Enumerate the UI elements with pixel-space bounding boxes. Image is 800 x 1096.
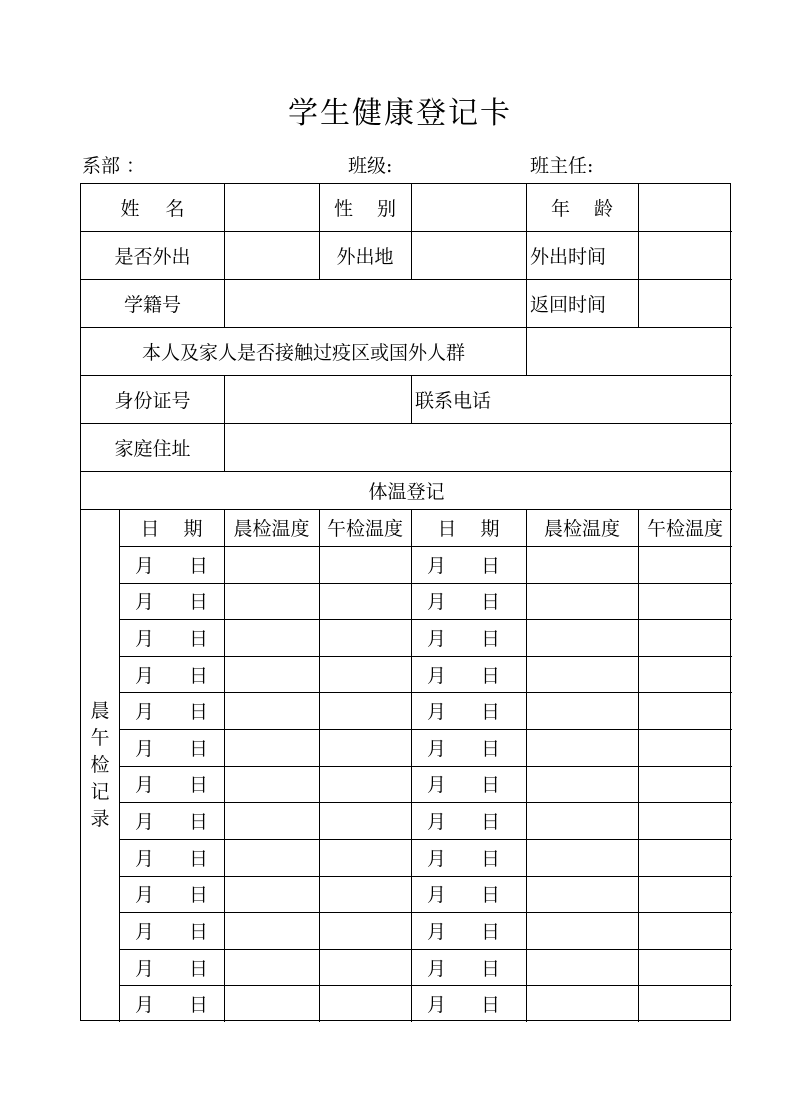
day-char: 日 (481, 701, 501, 724)
date-cell-left[interactable] (119, 546, 224, 583)
morning-noon-check-label (81, 509, 119, 1022)
day-char: 日 (481, 591, 501, 614)
noon-temp-cell-right[interactable] (638, 949, 732, 986)
morning-temp-cell-right[interactable] (526, 949, 638, 986)
morning-temp-cell-left[interactable] (224, 985, 319, 1022)
return-time-label: 返回时间 (530, 293, 607, 316)
month-char: 月 (427, 554, 447, 577)
morning-temp-cell-right[interactable] (526, 802, 638, 839)
age-field[interactable] (638, 184, 732, 231)
day-char: 日 (481, 847, 501, 870)
day-char: 日 (189, 774, 209, 797)
side-label-char: 录 (90, 808, 110, 830)
date-cell-right[interactable] (411, 766, 526, 803)
date-cell-right[interactable] (411, 656, 526, 693)
morning-temp-cell-left[interactable] (224, 692, 319, 729)
month-char: 月 (427, 811, 447, 834)
morning-temp-cell-right[interactable] (526, 729, 638, 766)
noon-temp-cell-right[interactable] (638, 583, 732, 620)
side-label-char: 检 (90, 754, 110, 776)
morning-temp-cell-right[interactable] (526, 876, 638, 913)
month-char: 月 (135, 994, 155, 1017)
month-char: 月 (135, 884, 155, 907)
morning-temp-cell-left[interactable] (224, 583, 319, 620)
month-char: 月 (135, 957, 155, 980)
month-char: 月 (135, 920, 155, 943)
date-cell-right[interactable] (411, 985, 526, 1022)
date-cell-right[interactable] (411, 949, 526, 986)
day-char: 日 (189, 554, 209, 577)
month-char: 月 (427, 957, 447, 980)
morning-temp-cell-left[interactable] (224, 839, 319, 876)
morning-temp-cell-right[interactable] (526, 985, 638, 1022)
noon-temp-cell-right[interactable] (638, 839, 732, 876)
morning-temp-cell-right[interactable] (526, 619, 638, 656)
noon-temp-cell-right[interactable] (638, 802, 732, 839)
month-char: 月 (135, 664, 155, 687)
date-cell-right[interactable] (411, 876, 526, 913)
noon-temp-cell-left[interactable] (319, 839, 411, 876)
noon-temp-cell-right[interactable] (638, 912, 732, 949)
morning-temp-cell-right[interactable] (526, 546, 638, 583)
month-char: 月 (427, 920, 447, 943)
day-char: 日 (481, 628, 501, 651)
morning-temp-cell-left[interactable] (224, 912, 319, 949)
noon-temp-cell-right[interactable] (638, 692, 732, 729)
temperature-section-title: 体温登记 (368, 480, 445, 503)
side-label-char: 晨 (90, 700, 110, 722)
page-title: 学生健康登记卡 (288, 96, 512, 131)
noon-temp-cell-left[interactable] (319, 802, 411, 839)
day-char: 日 (189, 628, 209, 651)
phone-field[interactable] (526, 375, 732, 423)
morning-temp-cell-right[interactable] (526, 656, 638, 693)
address-field[interactable] (224, 423, 732, 471)
date-cell-right[interactable] (411, 839, 526, 876)
morning-temp-cell-right[interactable] (526, 839, 638, 876)
month-char: 月 (427, 628, 447, 651)
contact-question-label: 本人及家人是否接触过疫区或国外人群 (141, 341, 465, 364)
morning-temp-header-right: 晨检温度 (543, 518, 620, 540)
month-char: 月 (135, 737, 155, 760)
month-char: 月 (135, 847, 155, 870)
noon-temp-cell-left[interactable] (319, 583, 411, 620)
morning-temp-cell-right[interactable] (526, 583, 638, 620)
date-cell-left[interactable] (119, 619, 224, 656)
noon-temp-cell-left[interactable] (319, 619, 411, 656)
day-char: 日 (189, 591, 209, 614)
month-char: 月 (427, 591, 447, 614)
date-cell-left[interactable] (119, 692, 224, 729)
day-char: 日 (189, 664, 209, 687)
month-char: 月 (135, 628, 155, 651)
day-char: 日 (481, 994, 501, 1017)
day-char: 日 (481, 737, 501, 760)
noon-temp-cell-right[interactable] (638, 876, 732, 913)
noon-temp-cell-left[interactable] (319, 912, 411, 949)
morning-temp-cell-left[interactable] (224, 619, 319, 656)
class-label: 班级: (348, 155, 393, 177)
date-cell-right[interactable] (411, 619, 526, 656)
date-cell-right[interactable] (411, 583, 526, 620)
day-char: 日 (189, 701, 209, 724)
noon-temp-cell-right[interactable] (638, 656, 732, 693)
day-char: 日 (189, 884, 209, 907)
day-char: 日 (189, 811, 209, 834)
id-number-field[interactable] (224, 375, 411, 423)
head-teacher-label: 班主任: (530, 155, 594, 177)
date-cell-left[interactable] (119, 729, 224, 766)
id-number-label: 身份证号 (114, 389, 191, 412)
noon-temp-cell-right[interactable] (638, 546, 732, 583)
noon-temp-header-left: 午检温度 (326, 518, 403, 540)
day-char: 日 (481, 920, 501, 943)
day-char: 日 (481, 957, 501, 980)
month-char: 月 (427, 737, 447, 760)
day-char: 日 (481, 774, 501, 797)
day-char: 日 (189, 920, 209, 943)
morning-temp-cell-left[interactable] (224, 729, 319, 766)
noon-temp-cell-left[interactable] (319, 949, 411, 986)
month-char: 月 (427, 884, 447, 907)
noon-temp-cell-left[interactable] (319, 656, 411, 693)
noon-temp-cell-left[interactable] (319, 985, 411, 1022)
day-char: 日 (481, 664, 501, 687)
date-cell-left[interactable] (119, 583, 224, 620)
day-char: 日 (481, 884, 501, 907)
name-field[interactable] (224, 184, 319, 231)
month-char: 月 (427, 701, 447, 724)
noon-temp-cell-left[interactable] (319, 729, 411, 766)
morning-temp-cell-right[interactable] (526, 692, 638, 729)
morning-temp-cell-left[interactable] (224, 876, 319, 913)
noon-temp-cell-right[interactable] (638, 729, 732, 766)
noon-temp-cell-left[interactable] (319, 766, 411, 803)
date-cell-left[interactable] (119, 656, 224, 693)
noon-temp-cell-left[interactable] (319, 876, 411, 913)
went-out-label: 是否外出 (114, 245, 191, 268)
side-label-char: 午 (90, 727, 110, 749)
morning-temp-cell-left[interactable] (224, 802, 319, 839)
date-column-header-left: 日期 (140, 518, 227, 540)
return-time-field[interactable] (638, 279, 732, 327)
gender-label: 性别 (334, 198, 421, 220)
morning-temp-cell-left[interactable] (224, 949, 319, 986)
side-label-char: 记 (90, 781, 110, 803)
month-char: 月 (427, 994, 447, 1017)
address-label: 家庭住址 (114, 437, 191, 460)
noon-temp-cell-left[interactable] (319, 546, 411, 583)
day-char: 日 (189, 957, 209, 980)
date-cell-right[interactable] (411, 546, 526, 583)
month-char: 月 (135, 591, 155, 614)
month-char: 月 (135, 554, 155, 577)
date-cell-left[interactable] (119, 839, 224, 876)
date-cell-right[interactable] (411, 692, 526, 729)
day-char: 日 (189, 847, 209, 870)
destination-label: 外出地 (336, 245, 394, 268)
morning-temp-cell-right[interactable] (526, 766, 638, 803)
phone-label: 联系电话 (415, 389, 492, 412)
day-char: 日 (481, 554, 501, 577)
date-cell-left[interactable] (119, 802, 224, 839)
month-char: 月 (427, 774, 447, 797)
noon-temp-cell-right[interactable] (638, 985, 732, 1022)
age-label: 年龄 (550, 198, 637, 220)
morning-temp-header-left: 晨检温度 (233, 518, 310, 540)
went-out-field[interactable] (224, 231, 319, 279)
morning-temp-cell-left[interactable] (224, 546, 319, 583)
noon-temp-cell-right[interactable] (638, 766, 732, 803)
noon-temp-cell-left[interactable] (319, 692, 411, 729)
month-char: 月 (135, 774, 155, 797)
day-char: 日 (189, 994, 209, 1017)
morning-temp-cell-left[interactable] (224, 656, 319, 693)
gender-field[interactable] (411, 184, 526, 231)
date-cell-left[interactable] (119, 876, 224, 913)
day-char: 日 (481, 811, 501, 834)
noon-temp-header-right: 午检温度 (646, 518, 723, 540)
destination-field[interactable] (411, 231, 526, 279)
date-cell-left[interactable] (119, 766, 224, 803)
date-cell-right[interactable] (411, 912, 526, 949)
month-char: 月 (135, 811, 155, 834)
date-cell-right[interactable] (411, 802, 526, 839)
health-form-table (80, 183, 731, 1021)
date-cell-right[interactable] (411, 729, 526, 766)
month-char: 月 (135, 701, 155, 724)
date-cell-left[interactable] (119, 949, 224, 986)
month-char: 月 (427, 664, 447, 687)
day-char: 日 (189, 737, 209, 760)
date-cell-left[interactable] (119, 985, 224, 1022)
name-label: 姓名 (120, 198, 211, 220)
morning-temp-cell-left[interactable] (224, 766, 319, 803)
out-time-label: 外出时间 (530, 245, 607, 268)
student-id-label: 学籍号 (123, 293, 181, 316)
out-time-field[interactable] (638, 231, 732, 279)
student-id-field[interactable] (224, 279, 526, 327)
date-column-header-right: 日期 (437, 518, 524, 540)
morning-temp-cell-right[interactable] (526, 912, 638, 949)
department-label: 系部 ： (82, 155, 146, 177)
date-cell-left[interactable] (119, 912, 224, 949)
month-char: 月 (427, 847, 447, 870)
contact-question-field[interactable] (526, 327, 732, 375)
noon-temp-cell-right[interactable] (638, 619, 732, 656)
